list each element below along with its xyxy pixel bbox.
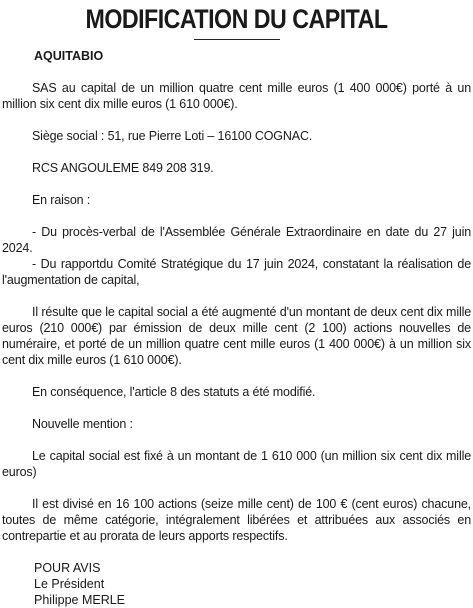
signature-role: Le Président bbox=[34, 577, 105, 591]
reason-item-report: - Du rapportdu Comité Stratégique du 17 juin 2024, constatant la réalisation de l'augmentation de capital, bbox=[2, 257, 471, 287]
share-capital-paragraph: SAS au capital de un million quatre cent mille euros (1 400 000€) porté à un million six cent dix mille euros (1 610 000€). bbox=[2, 81, 471, 111]
reason-item-minutes: - Du procès-verbal de l'Assemblée Générale Extraordinaire en date du 27 juin 2024. bbox=[2, 225, 471, 255]
registration-paragraph: RCS ANGOULEME 849 208 319. bbox=[32, 161, 214, 175]
new-mention-heading: Nouvelle mention : bbox=[32, 417, 133, 431]
notice-title: MODIFICATION DU CAPITAL bbox=[85, 4, 388, 34]
capital-increase-paragraph: Il résulte que le capital social a été augmenté d'un montant de deux cent dix mille euros (210 000€) par émission de deux mille cent (2 100) actions nouvelles de numéraire, et porté de un million quatre cent mille euros (1 400 000€) à un million six cent dix mille euros (1 610 000€). bbox=[2, 305, 471, 367]
reason-intro: En raison : bbox=[32, 193, 91, 207]
shares-paragraph: Il est divisé en 16 100 actions (seize mille cent) de 100 € (cent euros) chacune, toutes de même catégorie, intégralement libérées et attribuées aux associés en contrepartie et au prorata de leurs apports respectifs. bbox=[2, 497, 471, 543]
signature-pour-avis: POUR AVIS bbox=[34, 561, 101, 575]
company-name: AQUITABIO bbox=[34, 49, 104, 63]
new-capital-paragraph: Le capital social est fixé à un montant de 1 610 000 (un million six cent dix mille euros) bbox=[2, 449, 471, 479]
title-underline bbox=[194, 39, 280, 40]
consequence-paragraph: En conséquence, l'article 8 des statuts a été modifié. bbox=[32, 385, 316, 399]
head-office-paragraph: Siège social : 51, rue Pierre Loti – 16100 COGNAC. bbox=[32, 129, 313, 143]
signature-block bbox=[34, 560, 471, 608]
notice-body bbox=[2, 80, 471, 544]
signature-name: Philippe MERLE bbox=[34, 593, 126, 607]
